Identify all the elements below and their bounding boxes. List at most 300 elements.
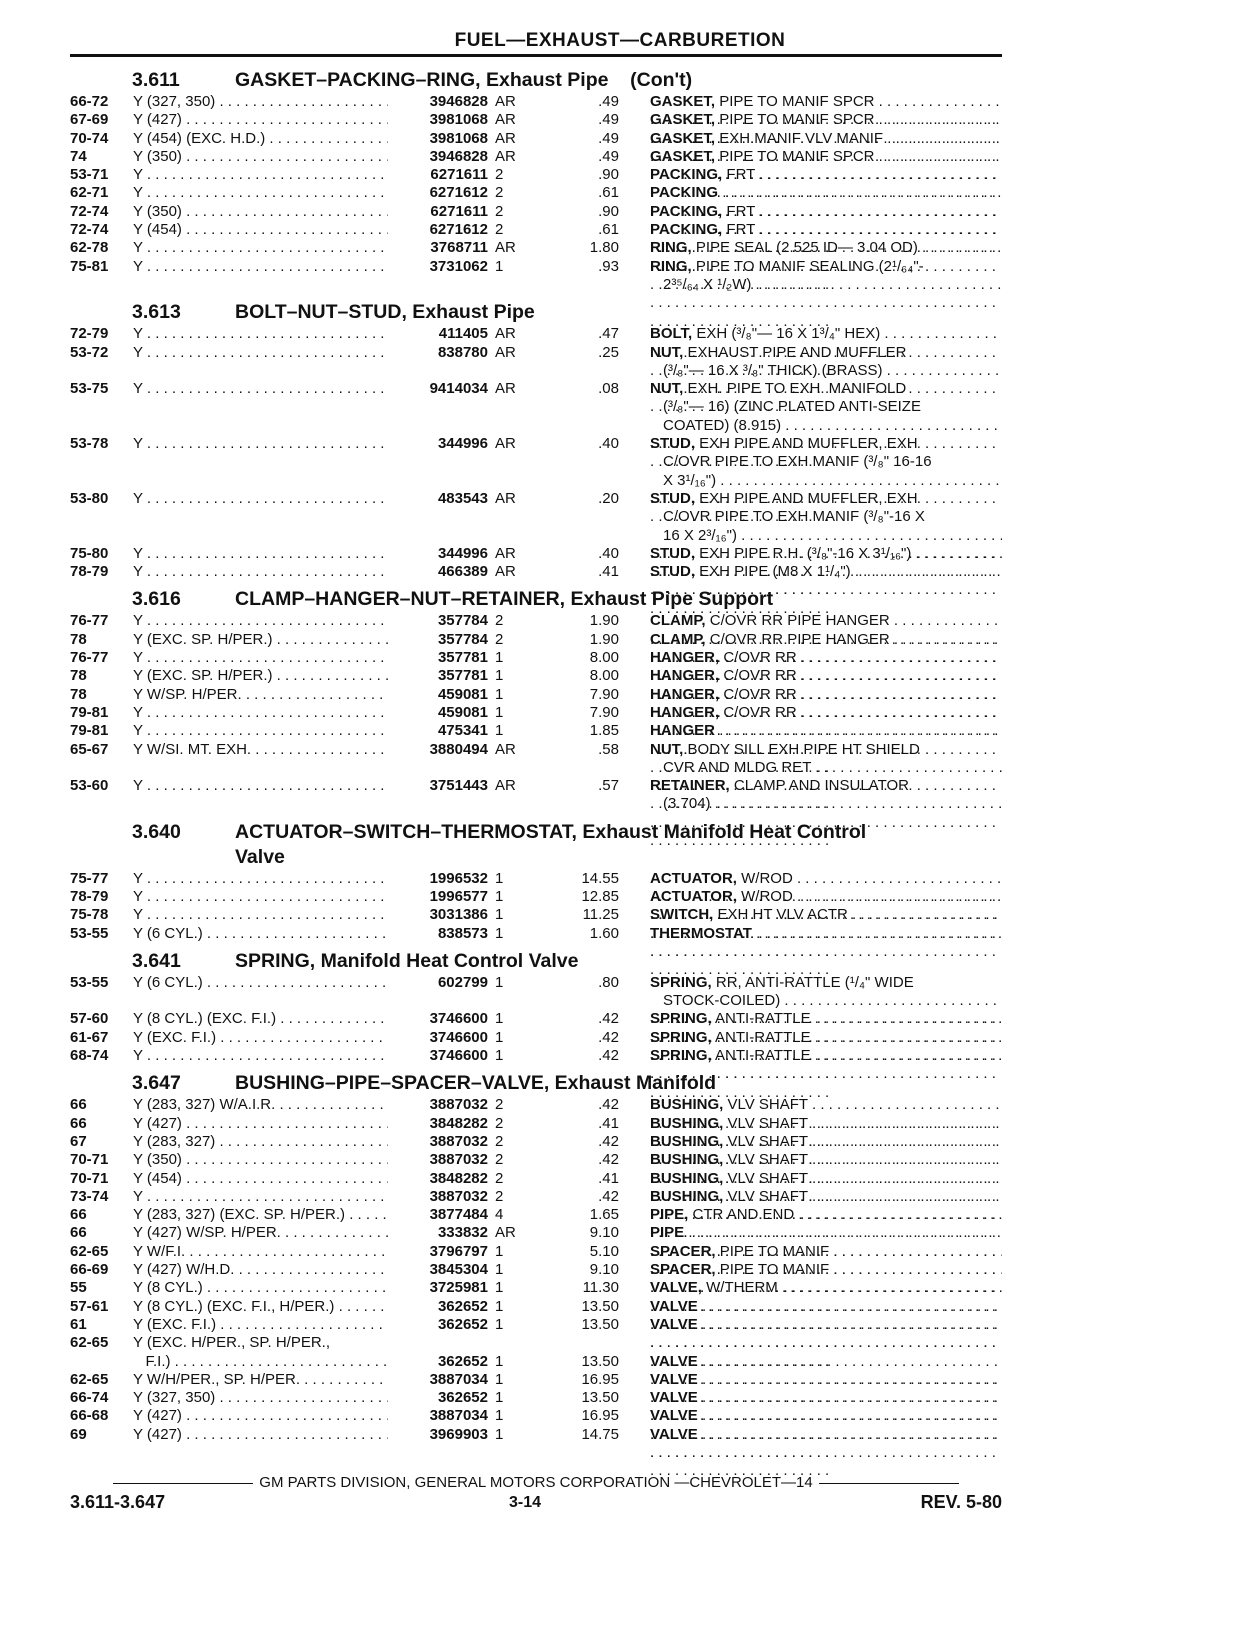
price: .08 — [598, 380, 619, 398]
description-text: PIPE TO MANIF SPCR — [719, 147, 875, 165]
description-line — [650, 1188, 1002, 1206]
part-name: SPACER, — [650, 1242, 716, 1260]
quantity: 1 — [495, 1279, 504, 1297]
years: 61 — [70, 1315, 87, 1333]
table-row — [70, 686, 1002, 704]
part-number: 3981068 — [429, 129, 488, 147]
application: Y (8 CYL.) . . . — [133, 1279, 388, 1297]
part-name: STUD, — [650, 435, 695, 453]
years: 72-74 — [70, 202, 109, 220]
years: 66-74 — [70, 1389, 109, 1407]
description-line — [650, 563, 1002, 581]
section-title: CLAMP–HANGER–NUT–RETAINER, Exhaust Pipe Support — [235, 588, 774, 611]
part-number: 1996577 — [429, 887, 488, 905]
years: 62-65 — [70, 1334, 109, 1352]
table-row — [70, 1407, 1002, 1425]
part-name: GASKET, — [650, 147, 716, 165]
description-text: COATED) (8.915) — [663, 416, 782, 434]
table-row — [70, 258, 1002, 295]
part-number: 3887034 — [429, 1407, 488, 1425]
part-name: SPRING, — [650, 1047, 712, 1065]
part-number: 475341 — [437, 722, 488, 740]
table-row — [70, 925, 1002, 943]
price: .58 — [598, 740, 619, 758]
description-text: W/ROD — [741, 869, 793, 887]
part-number: 357784 — [437, 630, 488, 648]
table-row — [70, 1389, 1002, 1407]
description-line — [650, 93, 1002, 111]
quantity: 1 — [495, 685, 504, 703]
section-title: BOLT–NUT–STUD, Exhaust Pipe — [235, 301, 535, 324]
application: Y . . . — [133, 435, 388, 453]
description-text: EXH PIPE (M8 X 1¹/₄") — [699, 563, 851, 581]
application: Y . . . — [133, 490, 388, 508]
part-number: 362652 — [437, 1297, 488, 1315]
section-heading — [70, 68, 1002, 93]
description-line — [650, 453, 1002, 471]
description-text: FRT — [726, 202, 756, 220]
table-row — [70, 1279, 1002, 1297]
price: .49 — [598, 129, 619, 147]
part-number: 3887032 — [429, 1187, 488, 1205]
part-number: 3768711 — [430, 239, 488, 257]
part-name: VALVE — [650, 1297, 698, 1315]
description-text: 16 X 2³/₁₆") — [663, 526, 737, 544]
quantity: AR — [495, 489, 516, 507]
table-row — [70, 184, 1002, 202]
description-text: PIPE TO MANIF — [719, 1242, 830, 1260]
quantity: AR — [495, 380, 516, 398]
application: Y . . . — [133, 704, 388, 722]
application: Y W/SP. H/PER. . . . — [133, 686, 388, 704]
application: Y (454) . . . — [133, 1170, 388, 1188]
part-number: 1996532 — [429, 869, 488, 887]
price: .80 — [598, 973, 619, 991]
description-text: VLV SHAFT — [727, 1096, 808, 1114]
price: 14.75 — [581, 1425, 619, 1443]
description-text: CVR AND MLDG RET — [663, 758, 812, 776]
description-text: EXH PIPE R.H. (³/₈"-16 X 3¹/₁₆") — [699, 544, 912, 562]
part-number: 3969903 — [429, 1425, 488, 1443]
years: 78-79 — [70, 887, 109, 905]
quantity: 1 — [495, 1425, 504, 1443]
part-number: 3880494 — [429, 740, 488, 758]
table-row — [70, 435, 1002, 490]
quantity: AR — [495, 325, 516, 343]
application: Y . . . — [133, 722, 388, 740]
part-name: RING, — [650, 239, 692, 257]
table-row — [70, 631, 1002, 649]
table-row — [70, 1133, 1002, 1151]
header-rule — [70, 54, 1002, 57]
price: 1.65 — [589, 1206, 619, 1224]
part-name: PIPE, — [650, 1206, 689, 1224]
years: 53-80 — [70, 489, 109, 507]
application: Y . . . — [133, 239, 388, 257]
description-text: VLV SHAFT — [727, 1169, 808, 1187]
table-row — [70, 1426, 1002, 1444]
description-line — [650, 741, 1002, 759]
description-text: PIPE TO MANIF — [719, 1261, 830, 1279]
description-line — [650, 111, 1002, 129]
table-row — [70, 325, 1002, 343]
table-row — [70, 380, 1002, 435]
part-name: STUD, — [650, 544, 695, 562]
description-line — [650, 166, 1002, 184]
application: F.I.) . . . — [133, 1353, 388, 1371]
years: 68-74 — [70, 1047, 109, 1065]
price: 7.90 — [589, 703, 619, 721]
quantity: 1 — [495, 887, 504, 905]
part-name: RING, — [650, 257, 692, 275]
price: 1.90 — [589, 630, 619, 648]
part-name: SPRING, — [650, 1028, 712, 1046]
part-name: PACKING, — [650, 221, 723, 239]
years: 76-77 — [70, 649, 109, 667]
part-number: 411405 — [438, 325, 488, 343]
description-line — [650, 686, 1002, 704]
description-text: C/OVR RR PIPE HANGER — [709, 630, 890, 648]
part-number: 3887032 — [429, 1151, 488, 1169]
application: Y . . . — [133, 1188, 388, 1206]
part-name: VALVE — [650, 1389, 698, 1407]
description-text: W/ROD — [741, 887, 793, 905]
part-name: VALVE — [650, 1315, 698, 1333]
description-line — [650, 1298, 1002, 1316]
description-line — [650, 239, 1002, 257]
years: 53-60 — [70, 777, 109, 795]
quantity: 2 — [495, 612, 504, 630]
years: 53-72 — [70, 343, 109, 361]
price: 13.50 — [581, 1352, 619, 1370]
quantity: 1 — [495, 1297, 504, 1315]
description-line — [650, 1047, 1002, 1065]
application: Y W/SI. MT. EXH. . . . — [133, 741, 388, 759]
quantity: 2 — [495, 1151, 504, 1169]
years: 70-71 — [70, 1151, 109, 1169]
description-line — [650, 649, 1002, 667]
part-number: 362652 — [437, 1389, 488, 1407]
section-title: GASKET–PACKING–RING, Exhaust Pipe (Con't) — [235, 69, 693, 91]
application: Y . . . — [133, 166, 388, 184]
table-row — [70, 1334, 1002, 1352]
price: 1.90 — [589, 612, 619, 630]
quantity: 1 — [495, 1242, 504, 1260]
application: Y (283, 327) (EXC. SP. H/PER.) . . . — [133, 1206, 388, 1224]
description-text: X 3¹/₁₆") — [663, 471, 717, 489]
part-number: 357781 — [437, 649, 488, 667]
part-number: 459081 — [437, 703, 488, 721]
part-number: 3746600 — [429, 1028, 488, 1046]
years: 74 — [70, 147, 87, 165]
description-text: EXH. PIPE TO EXH. MANIFOLD — [687, 380, 907, 398]
description-line — [650, 1151, 1002, 1169]
part-name: HANGER — [650, 722, 716, 740]
price: .42 — [598, 1028, 619, 1046]
quantity: 1 — [495, 703, 504, 721]
description-text: EXH MANIF VLV MANIF — [719, 129, 884, 147]
description-line — [650, 130, 1002, 148]
application: Y (EXC. H/PER., SP. H/PER., — [133, 1334, 331, 1352]
part-name: SPRING, — [650, 1010, 712, 1028]
description-line — [650, 888, 1002, 906]
application: Y (350) . . . — [133, 203, 388, 221]
years: 53-78 — [70, 435, 109, 453]
price: 13.50 — [581, 1315, 619, 1333]
table-row — [70, 722, 1002, 740]
section-title: BUSHING–PIPE–SPACER–VALVE, Exhaust Manifold — [235, 1072, 717, 1095]
section-number: 3.640 — [132, 820, 181, 843]
part-name: HANGER, — [650, 667, 720, 685]
quantity: 2 — [495, 1114, 504, 1132]
part-name: VALVE, — [650, 1279, 702, 1297]
description-line — [650, 1261, 1002, 1279]
description-line — [650, 1170, 1002, 1188]
description-line — [650, 1353, 1002, 1371]
description-text: ANTI-RATTLE — [715, 1047, 811, 1065]
description-line — [650, 490, 1002, 508]
description-text: PIPE TO MANIF SEALING (2¹/₆₄"- — [695, 257, 924, 275]
application: Y W/H/PER., SP. H/PER. . . . — [133, 1371, 388, 1389]
price: .42 — [598, 1096, 619, 1114]
years: 75-80 — [70, 544, 109, 562]
table-row — [70, 1316, 1002, 1334]
table-row — [70, 111, 1002, 129]
application: Y (427) . . . — [133, 1426, 388, 1444]
part-number: 3751443 — [429, 777, 488, 795]
part-name: VALVE — [650, 1352, 698, 1370]
part-number: 6271611 — [430, 202, 488, 220]
years: 70-71 — [70, 1169, 109, 1187]
application: Y (350) . . . — [133, 148, 388, 166]
quantity: 2 — [495, 184, 504, 202]
years: 66-69 — [70, 1261, 109, 1279]
application: Y . . . — [133, 184, 388, 202]
part-name: RETAINER, — [650, 777, 730, 795]
table-row — [70, 1170, 1002, 1188]
quantity: AR — [495, 239, 516, 257]
years: 55 — [70, 1279, 87, 1297]
description-text: PIPE SEAL (2.525 ID— 3.04 OD) — [695, 239, 918, 257]
price: .49 — [598, 111, 619, 129]
application: Y (427) W/SP. H/PER. . . . — [133, 1224, 388, 1242]
part-number: 602799 — [437, 973, 488, 991]
part-number: 344996 — [437, 435, 488, 453]
description-line — [650, 184, 1002, 202]
years: 66 — [70, 1096, 87, 1114]
price: 1.85 — [589, 722, 619, 740]
quantity: 4 — [495, 1206, 504, 1224]
description-text: EXH PIPE AND MUFFLER, EXH — [699, 489, 918, 507]
description-line — [650, 1279, 1002, 1297]
quantity: 1 — [495, 722, 504, 740]
section-heading — [70, 949, 1002, 974]
description-line — [650, 1371, 1002, 1389]
quantity: AR — [495, 435, 516, 453]
description-text: CLAMP AND INSULATOR — [733, 777, 909, 795]
years: 53-71 — [70, 166, 109, 184]
years: 72-79 — [70, 325, 109, 343]
years: 75-77 — [70, 869, 109, 887]
quantity: 2 — [495, 1096, 504, 1114]
price: .93 — [598, 257, 619, 275]
description-line — [650, 777, 1002, 795]
application: Y (EXC. F.I.) . . . — [133, 1029, 388, 1047]
quantity: 2 — [495, 1169, 504, 1187]
table-row — [70, 166, 1002, 184]
table-row — [70, 1188, 1002, 1206]
application: Y (8 CYL.) (EXC. F.I., H/PER.) . . . — [133, 1298, 388, 1316]
part-name: CLAMP, — [650, 630, 706, 648]
years: 75-81 — [70, 257, 109, 275]
description-text: C/OVR PIPE TO EXH MANIF (³/₈" 16-16 — [663, 453, 932, 471]
table-row — [70, 1224, 1002, 1242]
part-number: 459081 — [437, 685, 488, 703]
table-row — [70, 545, 1002, 563]
part-name: HANGER, — [650, 685, 720, 703]
section-heading — [70, 587, 1002, 612]
application: Y (327, 350) . . . — [133, 1389, 388, 1407]
part-name: GASKET, — [650, 129, 716, 147]
description-line — [650, 1389, 1002, 1407]
description-line — [650, 435, 1002, 453]
description-text: C/OVR PIPE TO EXH MANIF (³/₈"-16 X — [663, 508, 925, 526]
description-line — [650, 344, 1002, 362]
page-header: FUEL—EXHAUST—CARBURETION — [454, 30, 786, 51]
part-name: BUSHING, — [650, 1151, 724, 1169]
years: 66 — [70, 1206, 87, 1224]
table-row — [70, 741, 1002, 778]
quantity: AR — [495, 93, 516, 110]
price: .90 — [598, 166, 619, 184]
description-text: ANTI-RATTLE — [715, 1010, 811, 1028]
part-name: GASKET, — [650, 111, 716, 129]
price: 8.00 — [589, 667, 619, 685]
part-number: 3746600 — [429, 1010, 488, 1028]
application: Y . . . — [133, 1047, 388, 1065]
section-number: 3.641 — [132, 949, 181, 972]
years: 65-67 — [70, 740, 109, 758]
footer-division-text: GM PARTS DIVISION, GENERAL MOTORS CORPORATION —CHEVROLET—14 — [259, 1474, 813, 1491]
part-name: HANGER, — [650, 649, 720, 667]
application: Y . . . — [133, 870, 388, 888]
footer-right-rule — [819, 1483, 959, 1484]
price: .49 — [598, 93, 619, 110]
application: Y . . . — [133, 777, 388, 795]
price: 13.50 — [581, 1389, 619, 1407]
application: Y (283, 327) . . . — [133, 1133, 388, 1151]
table-row — [70, 239, 1002, 257]
years: 78 — [70, 630, 87, 648]
description-text: FRT — [726, 221, 756, 239]
part-number: 3731062 — [429, 257, 488, 275]
description-line — [650, 148, 1002, 166]
years: 57-60 — [70, 1010, 109, 1028]
description-text: 2³⁵/₆₄ X ¹/₂W) — [663, 275, 752, 293]
application: Y (454) . . . — [133, 221, 388, 239]
parts-sections — [70, 64, 1002, 1444]
quantity: AR — [495, 544, 516, 562]
years: 72-74 — [70, 221, 109, 239]
application: Y . . . — [133, 563, 388, 581]
part-name: GASKET, — [650, 93, 716, 110]
description-text: EXHAUST PIPE AND MUFFLER — [687, 343, 907, 361]
part-name: NUT, — [650, 380, 684, 398]
price: .25 — [598, 343, 619, 361]
description-line — [650, 221, 1002, 239]
price: 8.00 — [589, 649, 619, 667]
price: 7.90 — [589, 685, 619, 703]
part-number: 3887034 — [429, 1370, 488, 1388]
part-name: SPRING, — [650, 973, 712, 991]
quantity: AR — [495, 563, 516, 581]
part-number: 3725981 — [429, 1279, 488, 1297]
application: Y . . . — [133, 258, 388, 276]
application: Y (6 CYL.) . . . — [133, 974, 388, 992]
years: 62-65 — [70, 1242, 109, 1260]
quantity: AR — [495, 777, 516, 795]
application: Y . . . — [133, 380, 388, 398]
application: Y . . . — [133, 325, 388, 343]
quantity: 2 — [495, 1132, 504, 1150]
part-number: 3848282 — [429, 1169, 488, 1187]
price: 16.95 — [581, 1407, 619, 1425]
part-name: BUSHING, — [650, 1187, 724, 1205]
application: Y . . . — [133, 545, 388, 563]
description-line — [650, 1407, 1002, 1425]
description-line — [650, 545, 1002, 563]
description-line — [650, 1029, 1002, 1047]
description-text: (³/₈"— 16 X ³/₈" THICK) (BRASS) — [663, 361, 883, 379]
years: 66-72 — [70, 93, 109, 110]
table-row — [70, 148, 1002, 166]
table-row — [70, 1096, 1002, 1114]
quantity: AR — [495, 129, 516, 147]
description-line — [650, 1115, 1002, 1133]
quantity: 1 — [495, 1352, 504, 1370]
application: Y (427) . . . — [133, 111, 388, 129]
description-line — [650, 1426, 1002, 1444]
description-line — [650, 1243, 1002, 1261]
years: 79-81 — [70, 703, 109, 721]
section-number: 3.611 — [132, 69, 180, 91]
section-number: 3.647 — [132, 1072, 181, 1095]
quantity: 2 — [495, 630, 504, 648]
part-number: 3877484 — [429, 1206, 488, 1224]
price: 9.10 — [589, 1261, 619, 1279]
table-row — [70, 1115, 1002, 1133]
table-row — [70, 203, 1002, 221]
price: 13.50 — [581, 1297, 619, 1315]
quantity: 1 — [495, 1389, 504, 1407]
price: .41 — [598, 1169, 619, 1187]
quantity: 1 — [495, 1370, 504, 1388]
description-line — [650, 508, 1002, 526]
description-text: ANTI-RATTLE — [715, 1028, 811, 1046]
description-line — [650, 870, 1002, 888]
application: Y (454) (EXC. H.D.) . . . — [133, 130, 388, 148]
description-line — [650, 992, 1002, 1010]
description-text: VLV SHAFT — [727, 1187, 808, 1205]
price: .42 — [598, 1187, 619, 1205]
quantity: 1 — [495, 1407, 504, 1425]
table-row — [70, 777, 1002, 814]
part-name: NUT, — [650, 343, 684, 361]
years: 61-67 — [70, 1028, 109, 1046]
table-row — [70, 344, 1002, 381]
years: 76-77 — [70, 612, 109, 630]
description-line — [650, 722, 1002, 740]
